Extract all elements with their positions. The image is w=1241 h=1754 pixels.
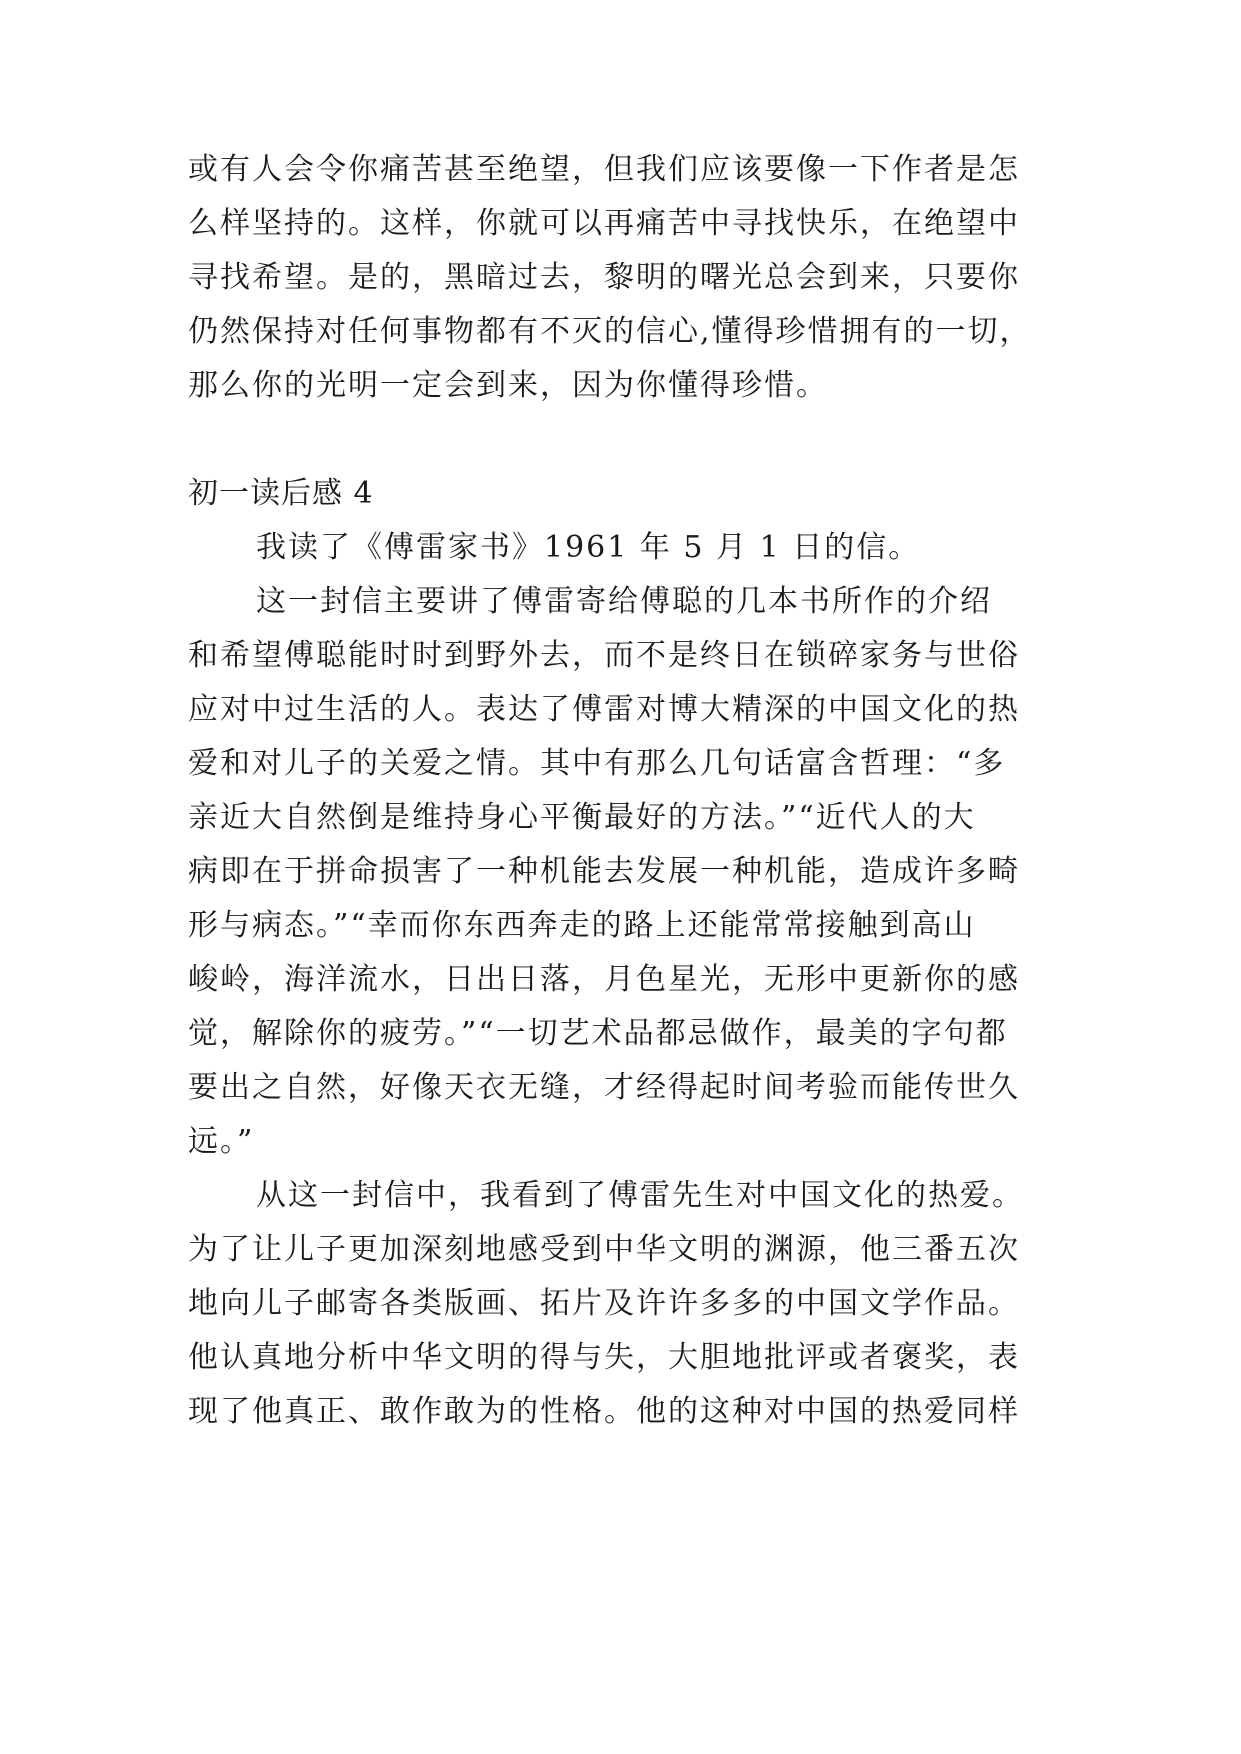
paragraph-line: 爱和对儿子的关爱之情。其中有那么几句话富含哲理：“多: [188, 746, 1006, 781]
paragraph-line: 和希望傅聪能时时到野外去，而不是终日在锁碎家务与世俗: [188, 638, 1020, 673]
paragraph-line: 他认真地分析中华文明的得与失，大胆地批评或者褒奖，表: [188, 1340, 1020, 1375]
paragraph-line: 亲近大自然倒是维持身心平衡最好的方法。”“近代人的大: [188, 800, 976, 835]
paragraph-line: 我读了《傅雷家书》1961 年 5 月 1 日的信。: [256, 530, 921, 565]
paragraph-line: 或有人会令你痛苦甚至绝望，但我们应该要像一下作者是怎: [188, 152, 1020, 187]
section-heading: 初一读后感 4: [188, 476, 374, 511]
paragraph-line: 峻岭，海洋流水，日出日落，月色星光，无形中更新你的感: [188, 962, 1020, 997]
paragraph-line: 这一封信主要讲了傅雷寄给傅聪的几本书所作的介绍: [256, 584, 992, 619]
paragraph-line: 从这一封信中，我看到了傅雷先生对中国文化的热爱。: [256, 1178, 1024, 1213]
paragraph-line: 远。”: [188, 1124, 255, 1159]
paragraph-line: 病即在于拼命损害了一种机能去发展一种机能，造成许多畸: [188, 854, 1020, 889]
paragraph-line: 那么你的光明一定会到来，因为你懂得珍惜。: [188, 368, 828, 403]
paragraph-line: 现了他真正、敢作敢为的性格。他的这种对中国的热爱同样: [188, 1394, 1020, 1429]
paragraph-line: 地向儿子邮寄各类版画、拓片及许许多多的中国文学作品。: [188, 1286, 1020, 1321]
paragraph-line: 寻找希望。是的，黑暗过去，黎明的曙光总会到来，只要你: [188, 260, 1020, 295]
paragraph-line: 应对中过生活的人。表达了傅雷对博大精深的中国文化的热: [188, 692, 1020, 727]
paragraph-line: 形与病态。”“幸而你东西奔走的路上还能常常接触到高山: [188, 908, 976, 943]
paragraph-line: 要出之自然，好像天衣无缝，才经得起时间考验而能传世久: [188, 1070, 1020, 1105]
paragraph-line: 么样坚持的。这样，你就可以再痛苦中寻找快乐，在绝望中: [188, 206, 1020, 241]
paragraph-line: 觉，解除你的疲劳。”“一切艺术品都忌做作，最美的字句都: [188, 1016, 1008, 1051]
paragraph-line: 仍然保持对任何事物都有不灭的信心,懂得珍惜拥有的一切，: [188, 314, 1032, 349]
paragraph-line: 为了让儿子更加深刻地感受到中华文明的渊源，他三番五次: [188, 1232, 1020, 1267]
